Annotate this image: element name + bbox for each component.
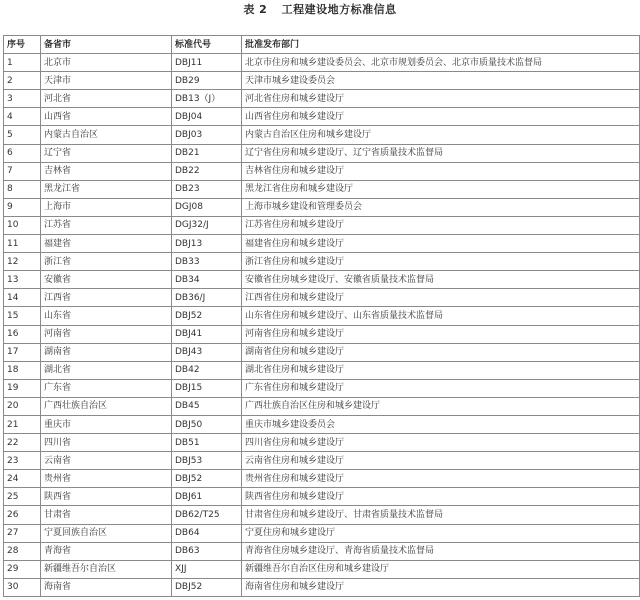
cell-province: 四川省	[41, 434, 172, 452]
cell-index: 13	[4, 271, 41, 289]
cell-approving-department: 宁夏住房和城乡建设厅	[242, 524, 640, 542]
table-row	[4, 506, 640, 524]
table-body	[4, 54, 640, 597]
cell-province: 山东省	[41, 307, 172, 325]
cell-standard-code: DB23	[172, 180, 242, 198]
cell-approving-department: 吉林省住房和城乡建设厅	[242, 162, 640, 180]
cell-standard-code: DBJ52	[172, 470, 242, 488]
cell-approving-department: 新疆维吾尔自治区住房和城乡建设厅	[242, 560, 640, 578]
table-row	[4, 235, 640, 253]
cell-approving-department: 浙江省住房和城乡建设厅	[242, 253, 640, 271]
cell-standard-code: DB45	[172, 397, 242, 415]
cell-approving-department: 辽宁省住房和城乡建设厅、辽宁省质量技术监督局	[242, 144, 640, 162]
cell-index: 23	[4, 452, 41, 470]
cell-index: 4	[4, 108, 41, 126]
table-row	[4, 560, 640, 578]
cell-index: 25	[4, 488, 41, 506]
table-row	[4, 253, 640, 271]
cell-index: 5	[4, 126, 41, 144]
cell-province: 上海市	[41, 198, 172, 216]
cell-index: 7	[4, 162, 41, 180]
cell-approving-department: 天津市城乡建设委员会	[242, 72, 640, 90]
table-row	[4, 271, 640, 289]
cell-approving-department: 海南省住房和城乡建设厅	[242, 578, 640, 596]
table-row	[4, 289, 640, 307]
cell-standard-code: DBJ11	[172, 54, 242, 72]
cell-standard-code: DBJ52	[172, 578, 242, 596]
table-row	[4, 90, 640, 108]
cell-approving-department: 广西壮族自治区住房和城乡建设厅	[242, 397, 640, 415]
cell-province: 青海省	[41, 542, 172, 560]
table-row	[4, 72, 640, 90]
cell-index: 2	[4, 72, 41, 90]
table-row	[4, 434, 640, 452]
cell-index: 21	[4, 415, 41, 433]
cell-province: 河北省	[41, 90, 172, 108]
cell-province: 内蒙古自治区	[41, 126, 172, 144]
cell-approving-department: 湖南省住房和城乡建设厅	[242, 343, 640, 361]
cell-province: 江西省	[41, 289, 172, 307]
cell-index: 11	[4, 235, 41, 253]
cell-approving-department: 内蒙古自治区住房和城乡建设厅	[242, 126, 640, 144]
cell-standard-code: DBJ52	[172, 307, 242, 325]
cell-province: 云南省	[41, 452, 172, 470]
cell-standard-code: DB34	[172, 271, 242, 289]
cell-approving-department: 江西省住房和城乡建设厅	[242, 289, 640, 307]
header-standard-code: 标准代号	[172, 36, 242, 54]
cell-province: 江苏省	[41, 216, 172, 234]
cell-approving-department: 云南省住房和城乡建设厅	[242, 452, 640, 470]
cell-standard-code: DBJ61	[172, 488, 242, 506]
table-row	[4, 108, 640, 126]
table-row	[4, 180, 640, 198]
cell-province: 吉林省	[41, 162, 172, 180]
cell-standard-code: DB33	[172, 253, 242, 271]
cell-approving-department: 山西省住房和城乡建设厅	[242, 108, 640, 126]
cell-province: 贵州省	[41, 470, 172, 488]
cell-standard-code: DB63	[172, 542, 242, 560]
cell-standard-code: DB51	[172, 434, 242, 452]
cell-index: 29	[4, 560, 41, 578]
cell-approving-department: 四川省住房和城乡建设厅	[242, 434, 640, 452]
table-row	[4, 379, 640, 397]
cell-standard-code: DBJ53	[172, 452, 242, 470]
table-caption	[0, 0, 640, 20]
cell-standard-code: DBJ04	[172, 108, 242, 126]
cell-index: 3	[4, 90, 41, 108]
cell-province: 河南省	[41, 325, 172, 343]
table-row	[4, 470, 640, 488]
cell-standard-code: DGJ32/J	[172, 216, 242, 234]
cell-province: 海南省	[41, 578, 172, 596]
cell-index: 24	[4, 470, 41, 488]
cell-index: 8	[4, 180, 41, 198]
cell-approving-department: 福建省住房和城乡建设厅	[242, 235, 640, 253]
caption-title: 工程建设地方标准信息	[281, 3, 397, 16]
cell-province: 天津市	[41, 72, 172, 90]
caption-number: 表 2	[243, 3, 268, 16]
table-row	[4, 144, 640, 162]
table-row	[4, 452, 640, 470]
cell-approving-department: 安徽省住房城乡建设厅、安徽省质量技术监督局	[242, 271, 640, 289]
table-row	[4, 361, 640, 379]
cell-approving-department: 上海市城乡建设和管理委员会	[242, 198, 640, 216]
table-row	[4, 542, 640, 560]
cell-province: 辽宁省	[41, 144, 172, 162]
cell-index: 14	[4, 289, 41, 307]
cell-province: 山西省	[41, 108, 172, 126]
cell-index: 22	[4, 434, 41, 452]
cell-standard-code: DB13（J）	[172, 90, 242, 108]
table-row	[4, 397, 640, 415]
cell-index: 15	[4, 307, 41, 325]
header-province: 备省市	[41, 36, 172, 54]
table-row	[4, 162, 640, 180]
cell-index: 12	[4, 253, 41, 271]
cell-standard-code: DBJ41	[172, 325, 242, 343]
cell-standard-code: DBJ03	[172, 126, 242, 144]
cell-index: 30	[4, 578, 41, 596]
table-row	[4, 198, 640, 216]
cell-index: 26	[4, 506, 41, 524]
cell-index: 6	[4, 144, 41, 162]
cell-index: 1	[4, 54, 41, 72]
table-row	[4, 415, 640, 433]
cell-approving-department: 贵州省住房和城乡建设厅	[242, 470, 640, 488]
cell-standard-code: DBJ15	[172, 379, 242, 397]
table-row	[4, 54, 640, 72]
table-row	[4, 343, 640, 361]
cell-province: 陕西省	[41, 488, 172, 506]
cell-standard-code: DB64	[172, 524, 242, 542]
cell-standard-code: DB62/T25	[172, 506, 242, 524]
cell-index: 28	[4, 542, 41, 560]
table-row	[4, 216, 640, 234]
cell-approving-department: 广东省住房和城乡建设厅	[242, 379, 640, 397]
cell-province: 浙江省	[41, 253, 172, 271]
cell-index: 10	[4, 216, 41, 234]
table-row	[4, 488, 640, 506]
cell-province: 湖南省	[41, 343, 172, 361]
cell-standard-code: DB42	[172, 361, 242, 379]
cell-province: 重庆市	[41, 415, 172, 433]
cell-index: 27	[4, 524, 41, 542]
cell-province: 甘肃省	[41, 506, 172, 524]
cell-approving-department: 北京市住房和城乡建设委员会、北京市规划委员会、北京市质量技术监督局	[242, 54, 640, 72]
cell-approving-department: 甘肃省住房和城乡建设厅、甘肃省质量技术监督局	[242, 506, 640, 524]
cell-approving-department: 黑龙江省住房和城乡建设厅	[242, 180, 640, 198]
cell-standard-code: DBJ43	[172, 343, 242, 361]
standards-table	[3, 35, 640, 597]
cell-approving-department: 青海省住房城乡建设厅、青海省质量技术监督局	[242, 542, 640, 560]
cell-standard-code: DBJ13	[172, 235, 242, 253]
cell-standard-code: DBJ50	[172, 415, 242, 433]
cell-approving-department: 山东省住房和城乡建设厅、山东省质量技术监督局	[242, 307, 640, 325]
table-row	[4, 578, 640, 596]
cell-approving-department: 陕西省住房和城乡建设厅	[242, 488, 640, 506]
cell-approving-department: 重庆市城乡建设委员会	[242, 415, 640, 433]
cell-province: 新疆维吾尔自治区	[41, 560, 172, 578]
cell-approving-department: 河南省住房和城乡建设厅	[242, 325, 640, 343]
cell-index: 16	[4, 325, 41, 343]
cell-index: 19	[4, 379, 41, 397]
cell-standard-code: DB22	[172, 162, 242, 180]
cell-province: 福建省	[41, 235, 172, 253]
table-header-row	[4, 36, 640, 54]
cell-standard-code: DB29	[172, 72, 242, 90]
cell-approving-department: 江苏省住房和城乡建设厅	[242, 216, 640, 234]
cell-approving-department: 湖北省住房和城乡建设厅	[242, 361, 640, 379]
table-row	[4, 126, 640, 144]
cell-standard-code: DGJ08	[172, 198, 242, 216]
table-row	[4, 524, 640, 542]
cell-province: 安徽省	[41, 271, 172, 289]
cell-standard-code: XJJ	[172, 560, 242, 578]
cell-province: 黑龙江省	[41, 180, 172, 198]
table-row	[4, 325, 640, 343]
cell-index: 20	[4, 397, 41, 415]
table-row	[4, 307, 640, 325]
header-index: 序号	[4, 36, 41, 54]
header-approving-department: 批准发布部门	[242, 36, 640, 54]
cell-province: 广西壮族自治区	[41, 397, 172, 415]
cell-province: 北京市	[41, 54, 172, 72]
cell-standard-code: DB36/J	[172, 289, 242, 307]
cell-index: 17	[4, 343, 41, 361]
cell-province: 广东省	[41, 379, 172, 397]
cell-province: 宁夏回族自治区	[41, 524, 172, 542]
cell-standard-code: DB21	[172, 144, 242, 162]
cell-province: 湖北省	[41, 361, 172, 379]
cell-index: 9	[4, 198, 41, 216]
cell-approving-department: 河北省住房和城乡建设厅	[242, 90, 640, 108]
cell-index: 18	[4, 361, 41, 379]
